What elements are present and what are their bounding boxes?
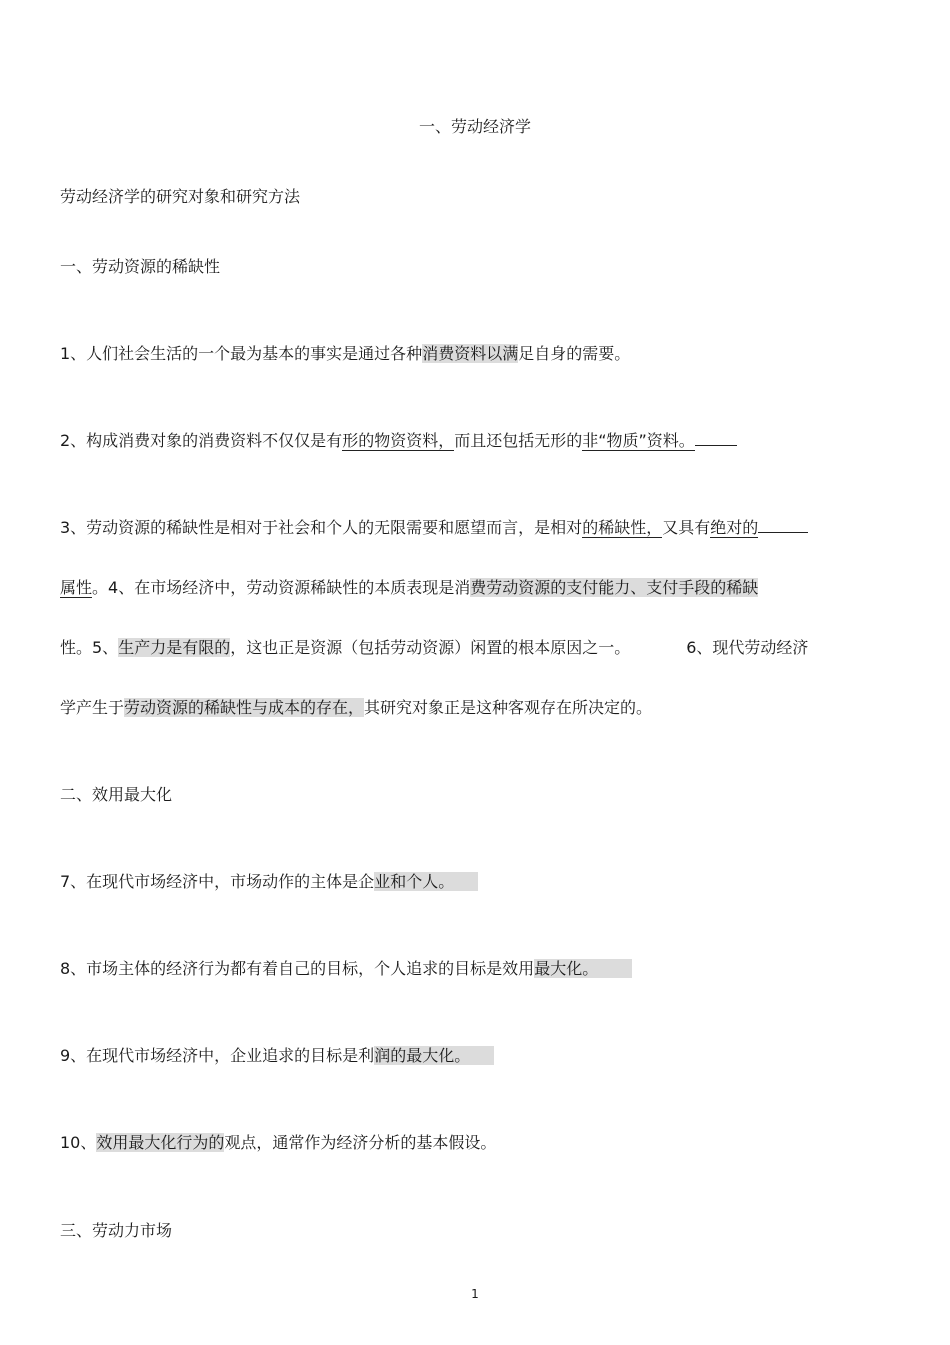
highlight: 劳动资源的稀缺性与成本的存在， [124, 698, 365, 717]
text-run: 9、在现代市场经济中，企业追求的目标是利 [60, 1046, 375, 1065]
text-run: 足自身的需要。 [518, 344, 631, 363]
text-run: 3、劳动资源的稀缺性是相对于社会和个人的无限需要和愿望而言，是相对 [60, 518, 583, 537]
highlight: 最大化。 [534, 959, 632, 978]
paragraph-1 [60, 343, 630, 365]
section-heading-3: 三、劳动力市场 [60, 1221, 173, 1240]
highlight: 生产力是有限的 [118, 638, 231, 657]
section-heading-2: 二、效用最大化 [60, 785, 173, 804]
paragraph-2 [60, 430, 737, 452]
paragraph-4 [60, 577, 758, 599]
section-heading-1: 一、劳动资源的稀缺性 [60, 257, 221, 276]
underline-blank [758, 518, 808, 533]
underline-blank [695, 431, 737, 446]
text-run: 2、构成消费对象的消费资料不仅仅是有 [60, 431, 343, 450]
subtitle: 劳动经济学的研究对象和研究方法 [60, 187, 301, 206]
paragraph-7 [60, 871, 478, 893]
text-run: 学产生于 [60, 698, 125, 717]
highlight: 业和个人。 [374, 872, 478, 891]
highlight: 费劳动资源的支付能力、支付手段的稀缺 [470, 578, 759, 597]
paragraph-5 [60, 637, 808, 659]
text-run: 其研究对象正是这种客观存在所决定的。 [364, 698, 653, 717]
text-run: 。4、在市场经济中，劳动资源稀缺性的本质表现是消 [92, 578, 471, 597]
text-run: 而且还包括无形的 [454, 431, 583, 450]
underline: 绝对的 [710, 518, 759, 537]
underline: 属性 [60, 578, 93, 597]
page-number: 1 [471, 1287, 479, 1301]
text-run: 性。5、 [60, 638, 119, 657]
page-title: 一、劳动经济学 [418, 117, 531, 136]
text-run: 又具有 [662, 518, 711, 537]
underline: 的稀缺性， [582, 518, 663, 537]
text-run: 7、在现代市场经济中，市场动作的主体是企 [60, 872, 375, 891]
paragraph-3 [60, 517, 808, 539]
underline: 非“物质”资料。 [582, 431, 695, 450]
paragraph-10 [60, 1132, 496, 1154]
highlight: 效用最大化行为的 [96, 1133, 225, 1152]
text-run: 6、现代劳动经济 [686, 638, 809, 657]
highlight: 消费资料以满 [422, 344, 519, 363]
text-run: 10、 [60, 1133, 97, 1152]
paragraph-8 [60, 958, 632, 980]
highlight: 润的最大化。 [374, 1046, 494, 1065]
underline: 形的物资资料， [342, 431, 455, 450]
paragraph-6 [60, 697, 652, 719]
text-run: 1、人们社会生活的一个最为基本的事实是通过各种 [60, 344, 423, 363]
text-run: ，这也正是资源（包括劳动资源）闲置的根本原因之一。 [230, 638, 631, 657]
text-run: 观点，通常作为经济分析的基本假设。 [224, 1133, 497, 1152]
paragraph-9 [60, 1045, 494, 1067]
text-run: 8、市场主体的经济行为都有着自己的目标，个人追求的目标是效用 [60, 959, 535, 978]
